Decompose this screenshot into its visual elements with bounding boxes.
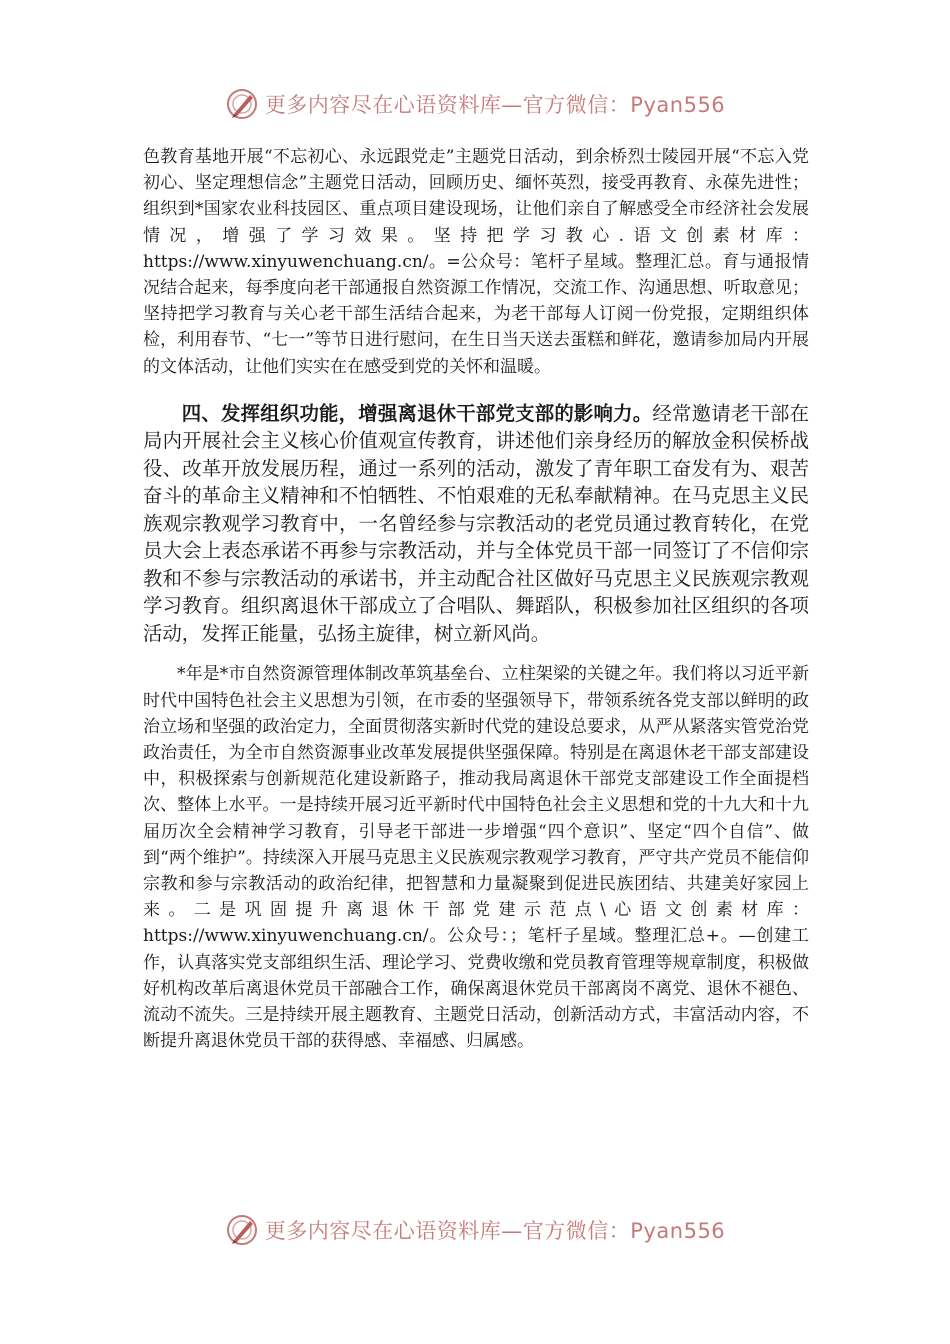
section-4-heading: 四、发挥组织功能，增强离退休干部党支部的影响力。 bbox=[181, 401, 653, 425]
footer-banner bbox=[0, 1210, 950, 1250]
footer-banner-text: 更多内容尽在心语资料库—官方微信：Pyan556 bbox=[264, 1219, 726, 1243]
pen-logo-icon bbox=[225, 1213, 259, 1247]
section-4-body: 经常邀请老干部在局内开展社会主义核心价值观宣传教育，讲述他们亲身经历的解放金积侯桥战役、改革开放发展历程，通过一系列的活动，激发了青年职工奋发有为、艰苦奋斗的革命主义精神和不怕牺牲、不怕艰难的无私奉献精神。在马克思主义民族观宗教观学习教育中，一名曾经参与宗教活动的老党员通过教育转化，在党员大会上表态承诺不再参与宗教活动，并与全体党员干部一同签订了不信仰宗教和不参与宗教活动的承诺书，并主动配合社区做好马克思主义民族观宗教观学习教育。组织离退休干部成立了合唱队、舞蹈队，积极参加社区组织的各项活动，发挥正能量，弘扬主旋律，树立新风尚。 bbox=[143, 401, 810, 645]
header-banner-text: 更多内容尽在心语资料库—官方微信：Pyan556 bbox=[264, 93, 726, 117]
header-banner bbox=[0, 84, 950, 124]
document-body bbox=[143, 144, 809, 1054]
paragraph-1: 色教育基地开展“不忘初心、永远跟党走”主题党日活动，到余桥烈士陵园开展“不忘入党初心、坚定理想信念”主题党日活动，回顾历史、缅怀英烈，接受再教育、永葆先进性；组织到*国家农业科技园区、重点项目建设现场，让他们亲自了解感受全市经济社会发展情况，增强了学习效果。坚持把学习教心.语文创素材库：https://www.xinyuwenchuang.cn/。=公众号：笔杆子星域。整理汇总。育与通报情况结合起来，每季度向老干部通报自然资源工作情况，交流工作、沟通思想、听取意见；坚持把学习教育与关心老干部生活结合起来，为老干部每人订阅一份党报，定期组织体检，利用春节、“七一”等节日进行慰问，在生日当天送去蛋糕和鲜花，邀请参加局内开展的文体活动，让他们实实在在感受到党的关怀和温暖。 bbox=[143, 147, 809, 377]
section-4-paragraph bbox=[143, 400, 809, 648]
pen-logo-icon bbox=[225, 87, 259, 121]
paragraph-3: *年是*市自然资源管理体制改革筑基垒台、立柱架梁的关键之年。我们将以习近平新时代中国特色社会主义思想为引领，在市委的坚强领导下，带领系统各党支部以鲜明的政治立场和坚强的政治定力，全面贯彻落实新时代党的建设总要求，从严从紧落实管党治党政治责任，为全市自然资源事业改革发展提供坚强保障。特别是在离退休老干部支部建设中，积极探索与创新规范化建设新路子，推动我局离退休干部党支部建设工作全面提档次、整体上水平。一是持续开展习近平新时代中国特色社会主义思想和党的十九大和十九届历次全会精神学习教育，引导老干部进一步增强“四个意识”、坚定“四个自信”、做到“两个维护”。持续深入开展马克思主义民族观宗教观学习教育，严守共产党员不能信仰宗教和参与宗教活动的政治纪律，把智慧和力量凝聚到促进民族团结、共建美好家园上来。二是巩固提升离退休干部党建示范点\心语文创素材库：https://www.xinyuwenchuang.cn/。公众号：；笔杆子星域。整理汇总+。—创建工作，认真落实党支部组织生活、理论学习、党费收缴和党员教育管理等规章制度，积极做好机构改革后离退休党员干部融合工作，确保离退休党员干部离岗不离党、退休不褪色、流动不流失。三是持续开展主题教育、主题党日活动，创新活动方式，丰富活动内容，不断提升离退休党员干部的获得感、幸福感、归属感。 bbox=[143, 664, 809, 1052]
